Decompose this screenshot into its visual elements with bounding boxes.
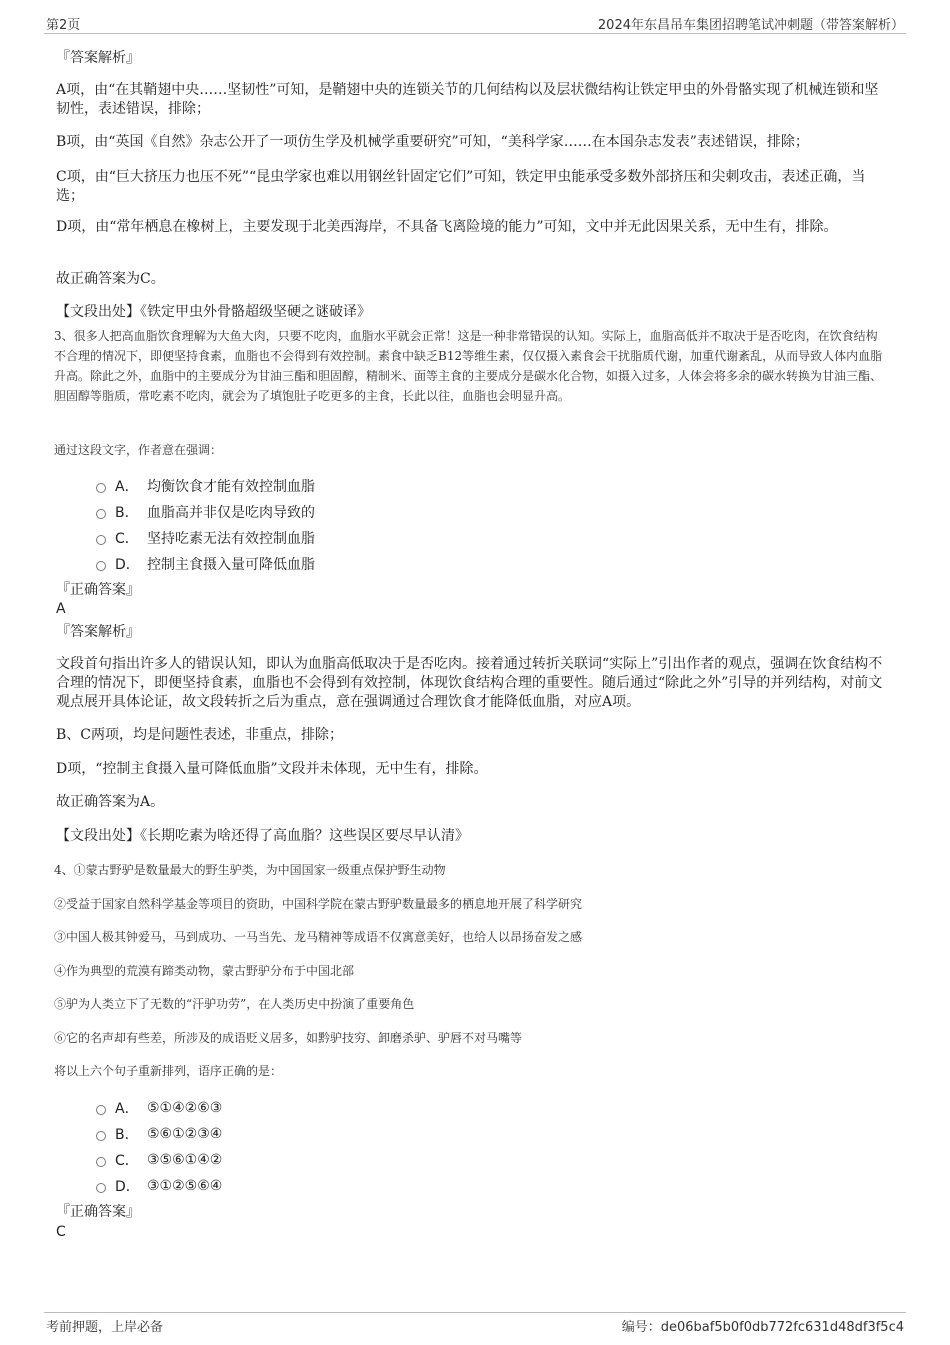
q4-option-a[interactable]: A． ⑤①④②⑥③: [96, 1095, 222, 1121]
q2-analysis-b: B项，由“英国《自然》杂志公开了一项仿生学及机械学重要研究”可知，“美科学家……在本国杂志发表”表述错误，排除；: [56, 134, 809, 150]
q4-sentence-1: 4、①蒙古野驴是数量最大的野生驴类，为中国国家一级重点保护野生动物: [54, 863, 446, 877]
page-footer: [44, 1312, 906, 1336]
q3-options: [96, 473, 315, 577]
document-title: 2024年东昌吊车集团招聘笔试冲刺题（带答案解析）: [597, 18, 904, 33]
q4-question: 将以上六个句子重新排列，语序正确的是：: [54, 1064, 283, 1078]
q4-option-d[interactable]: D． ③①②⑤⑥④: [96, 1173, 222, 1199]
q3-analysis-d: D项，“控制主食摄入量可降低血脂”文段并未体现，无中生有，排除。: [56, 761, 488, 777]
q2-analysis-a: A项，由“在其鞘翅中央……坚韧性”可知，是鞘翅中央的连锁关节的几何结构以及层状微结构让铁定甲虫的外骨骼实现了机械连锁和坚韧性，表述错误，排除；: [56, 82, 879, 117]
radio-icon[interactable]: [96, 535, 106, 545]
document-id-label: 编号：: [621, 1320, 661, 1335]
q2-analysis-c: C项，由“巨大挤压力也压不死”“昆虫学家也难以用钢丝针固定它们”可知，铁定甲虫能承受多数外部挤压和尖刺攻击，表述正确，当选；: [56, 169, 866, 204]
q3-correct-answer: A: [56, 601, 66, 617]
q4-option-c[interactable]: C． ③⑤⑥①④②: [96, 1147, 222, 1173]
q3-option-b[interactable]: B． 血脂高并非仅是吃肉导致的: [96, 499, 315, 525]
q4-option-b[interactable]: B． ⑤⑥①②③④: [96, 1121, 222, 1147]
radio-icon[interactable]: [96, 1105, 106, 1115]
q4-sentence-4: ④作为典型的荒漠有蹄类动物，蒙古野驴分布于中国北部: [54, 964, 355, 978]
q2-conclusion: 故正确答案为C。: [56, 271, 165, 287]
radio-icon[interactable]: [96, 561, 106, 571]
radio-icon[interactable]: [96, 1131, 106, 1141]
q4-sentence-6: ⑥它的名声却有些差，所涉及的成语贬义居多，如黔驴技穷、卸磨杀驴、驴唇不对马嘴等: [54, 1031, 523, 1045]
q3-analysis-main: 文段首句指出许多人的错误认知，即认为血脂高低取决于是否吃肉。接着通过转折关联词“实际上”引出作者的观点，强调在饮食结构不合理的情况下，即便坚持食素，血脂也不会得到有效控制，体现饮食结构合理的重要性。随后通过“除此之外”引导的并列结构，对前文观点展开具体论证，故文段转折之后为重点，意在强调通过合理饮食才能降低血脂，对应A项。: [56, 656, 883, 710]
q4-sentence-3: ③中国人极其钟爱马，马到成功、一马当先、龙马精神等成语不仅寓意美好，也给人以昂扬奋发之感: [54, 930, 583, 944]
radio-icon[interactable]: [96, 509, 106, 519]
q3-option-d[interactable]: D． 控制主食摄入量可降低血脂: [96, 551, 315, 577]
q3-source: 【文段出处】《长期吃素为啥还得了高血脂？这些误区要尽早认清》: [56, 828, 469, 844]
q2-source: 【文段出处】《铁定甲虫外骨骼超级坚硬之谜破译》: [56, 304, 371, 320]
q3-conclusion: 故正确答案为A。: [56, 794, 165, 810]
radio-icon[interactable]: [96, 483, 106, 493]
radio-icon[interactable]: [96, 1183, 106, 1193]
q3-analysis-tag: 『答案解析』: [56, 624, 140, 640]
q4-options: [96, 1095, 222, 1199]
document-id: [622, 1316, 904, 1335]
q2-analysis-d: D项，由“常年栖息在橡树上，主要发现于北美西海岸，不具备飞离险境的能力”可知，文中并无此因果关系，无中生有，排除。: [56, 219, 838, 235]
q4-correct-tag: 『正确答案』: [56, 1204, 140, 1220]
radio-icon[interactable]: [96, 1157, 106, 1167]
q4-sentence-5: ⑤驴为人类立下了无数的“汗驴功劳”，在人类历史中扮演了重要角色: [54, 997, 415, 1011]
q3-analysis-bc: B、C两项，均是问题性表述，非重点，排除；: [56, 727, 343, 743]
page-number: 第2页: [46, 18, 81, 33]
q4-sentence-2: ②受益于国家自然科学基金等项目的资助，中国科学院在蒙古野驴数量最多的栖息地开展了科学研究: [54, 897, 583, 911]
q3-correct-tag: 『正确答案』: [56, 582, 140, 598]
q3-option-c[interactable]: C． 坚持吃素无法有效控制血脂: [96, 525, 315, 551]
q2-analysis-tag: 『答案解析』: [56, 50, 140, 66]
q3-stem: 3、很多人把高血脂饮食理解为大鱼大肉，只要不吃肉，血脂水平就会正常！这是一种非常错误的认知。实际上，血脂高低并不取决于是否吃肉，在饮食结构不合理的情况下，即便坚持食素，血脂也不会得到有效控制。素食中缺乏B12等维生素，仅仅摄入素食会干扰脂质代谢，加重代谢紊乱，从而导致人体内血脂升高。除此之外，血脂中的主要成分为甘油三酯和胆固醇，精制米、面等主食的主要成分是碳水化合物，如摄入过多，人体会将多余的碳水转换为甘油三酯、胆固醇等脂质，常吃素不吃肉，就会为了填饱肚子吃更多的主食，长此以往，血脂也会明显升高。: [54, 329, 883, 403]
footer-slogan: 考前押题，上岸必备: [46, 1320, 164, 1335]
document-id-value: de06baf5b0f0db772fc631d48df3f5c4: [660, 1320, 904, 1335]
q3-question: 通过这段文字，作者意在强调：: [54, 443, 223, 457]
q3-option-a[interactable]: A． 均衡饮食才能有效控制血脂: [96, 473, 315, 499]
page-header: [44, 14, 906, 34]
q4-correct-answer: C: [56, 1224, 66, 1240]
